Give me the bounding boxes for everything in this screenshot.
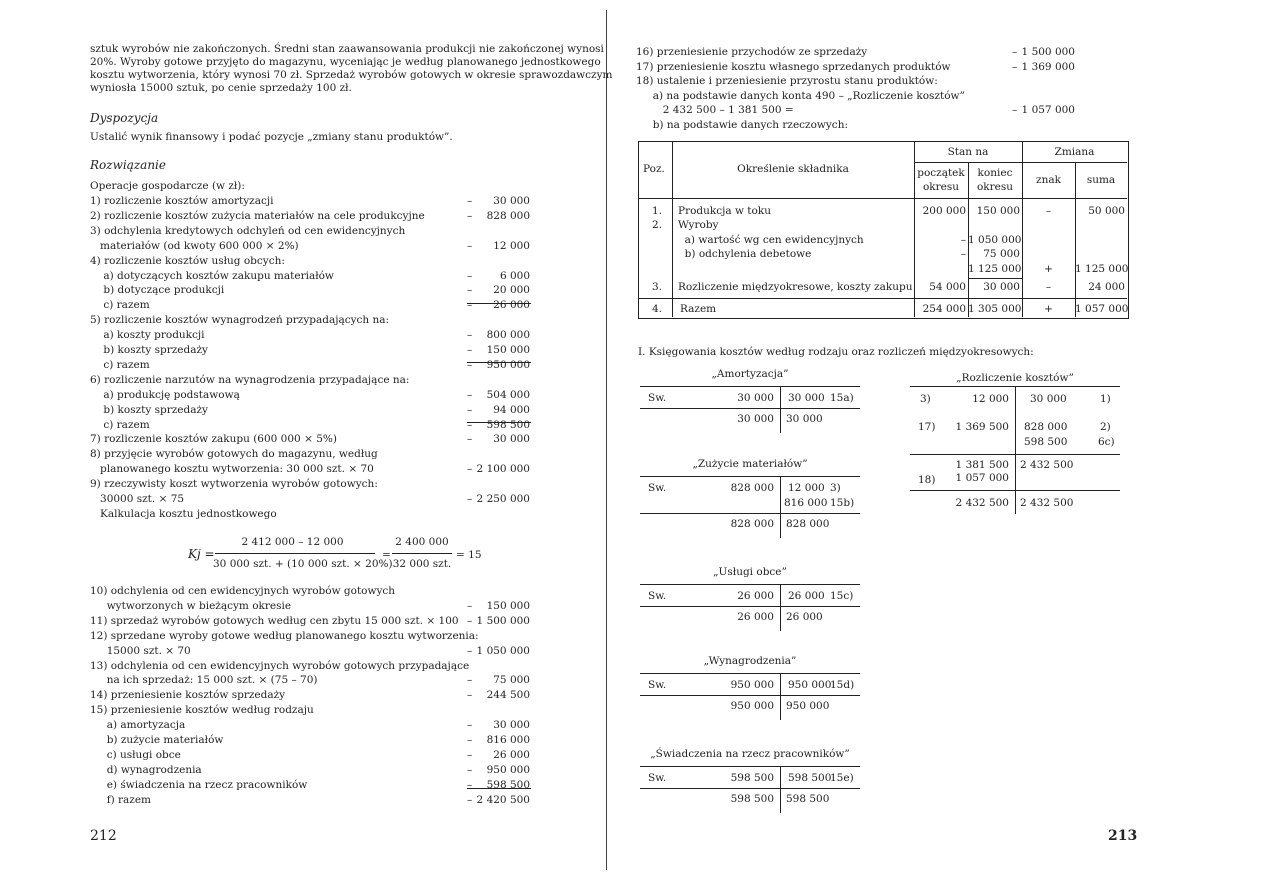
total-debit: 30 000 xyxy=(737,413,774,425)
col-poczatek: początek okresu xyxy=(917,167,965,193)
debit: 1 369 500 xyxy=(955,421,1009,433)
table-cell-pocz: 200 000 xyxy=(922,205,966,217)
account-divider xyxy=(780,476,781,538)
operation-text: b) koszty sprzedaży xyxy=(90,344,208,356)
formula-numerator-1: 2 412 000 – 12 000 xyxy=(241,536,344,548)
credit: 12 000 xyxy=(788,482,825,494)
operation-dash: – xyxy=(467,674,473,687)
account-divider xyxy=(780,766,781,813)
operation-amount: 26 000 xyxy=(493,748,530,761)
operation-text: b) koszty sprzedaży xyxy=(90,403,208,416)
fraction-bar xyxy=(215,553,375,554)
col-suma: suma xyxy=(1086,174,1116,186)
account-label: Sw. xyxy=(648,590,667,602)
sum-rule xyxy=(467,303,531,304)
operation-dash: – xyxy=(467,614,473,627)
intro-line: wyniosła 15000 sztuk, po cenie sprzedaży 100 zł. xyxy=(90,82,352,94)
operation-amount: 950 000 xyxy=(486,763,530,776)
account-rule xyxy=(640,408,860,409)
operation-amount: 12 000 xyxy=(493,239,530,252)
account-title: „Świadczenia na rzecz pracowników” xyxy=(650,748,850,760)
table-cell-poz: 3. xyxy=(652,281,663,293)
account-title: „Zużycie materiałów” xyxy=(692,458,808,470)
operation-dash: – xyxy=(1012,46,1018,58)
operation-amount: 1 050 000 xyxy=(476,644,530,657)
table-cell-znak: – xyxy=(1045,281,1052,293)
operation-text: 2) rozliczenie kosztów zużycia materiałów na cele produkcyjne xyxy=(90,209,425,222)
operation-text: 13) odchylenia od cen ewidencyjnych wyrobów gotowych przypadające xyxy=(90,659,470,672)
operation-dash: – xyxy=(467,793,473,806)
account-label: Sw. xyxy=(648,679,667,691)
operation-text: 3) odchylenia kredytowych odchyleń od cen ewidencyjnych xyxy=(90,224,406,237)
operation-amount: 26 000 xyxy=(493,299,530,312)
account-label: Sw. xyxy=(648,392,667,404)
operation-amount: 1 057 000 xyxy=(1021,104,1075,117)
operation-text: c) razem xyxy=(90,299,150,312)
operation-text: 9) rzeczywisty koszt wytworzenia wyrobów gotowych: xyxy=(90,478,378,491)
col-stan-na: Stan na xyxy=(947,146,989,158)
operation-amount: 1 500 000 xyxy=(1021,46,1075,58)
operation-amount: 75 000 xyxy=(493,674,530,687)
table-cell-name: Wyroby xyxy=(678,219,719,231)
total-suma: 1 057 000 xyxy=(1075,303,1129,315)
account-rule xyxy=(640,788,860,789)
operation-amount: 20 000 xyxy=(493,284,530,297)
operation-text: a) koszty produkcji xyxy=(90,329,205,342)
formula-eq: = xyxy=(382,549,391,561)
operation-text: 30000 szt. × 75 xyxy=(90,493,185,505)
operation-text: 18) ustalenie i przeniesienie przyrostu stanu produktów: xyxy=(636,75,938,88)
table-cell-name: a) wartość wg cen ewidencyjnych xyxy=(678,234,864,246)
account-divider xyxy=(780,584,781,631)
operation-text: 12) sprzedane wyroby gotowe według planowanego kosztu wytworzenia: xyxy=(90,629,479,642)
formula-denominator-2: 32 000 szt. xyxy=(392,558,452,570)
section-heading: I. Księgowania kosztów według rodzaju oraz rozliczeń międzyokresowych: xyxy=(638,346,1034,358)
table-cell-pocz: – xyxy=(960,248,966,260)
operation-text: b) zużycie materiałów xyxy=(90,734,224,746)
operation-text: 8) przyjęcie wyrobów gotowych do magazynu, według xyxy=(90,448,378,461)
operation-text: e) świadczenia na rzecz pracowników xyxy=(90,778,308,791)
ref: 17) xyxy=(918,421,936,433)
table-cell-kon: 1 125 000 xyxy=(968,263,1022,275)
operation-amount: 6 000 xyxy=(499,269,530,282)
operation-dash: – xyxy=(467,763,473,776)
total-credit: 26 000 xyxy=(786,611,823,623)
operation-text: c) razem xyxy=(90,358,150,371)
total-name: Razem xyxy=(680,303,717,315)
credit: 816 000 xyxy=(784,497,828,509)
operation-amount: 504 000 xyxy=(486,388,530,401)
operation-amount: 244 500 xyxy=(486,689,530,702)
account-divider xyxy=(780,386,781,433)
ref: 15a) xyxy=(830,392,854,404)
operation-dash: – xyxy=(1012,104,1018,117)
table-cell-name: b) odchylenia debetowe xyxy=(678,248,812,260)
operation-dash: – xyxy=(467,778,473,791)
ref: 15b) xyxy=(830,497,855,509)
debit: 12 000 xyxy=(972,393,1009,405)
account-title: „Rozliczenie kosztów” xyxy=(956,372,1074,384)
account-rule xyxy=(640,695,860,696)
table-cell-kon: 150 000 xyxy=(976,205,1020,217)
intro-line: sztuk wyrobów nie zakończonych. Średni stan zaawansowania produkcji nie zakończonej wynosi xyxy=(90,43,604,55)
operation-dash: – xyxy=(467,239,473,252)
total-znak: + xyxy=(1044,303,1053,315)
table-cell-poz: 1. xyxy=(652,205,663,217)
ref: 1) xyxy=(1100,393,1111,405)
operation-text: b) na podstawie danych rzeczowych: xyxy=(636,119,848,131)
sum-rule xyxy=(467,788,531,789)
sum-rule xyxy=(467,422,531,423)
total-debit: 26 000 xyxy=(737,611,774,623)
total-poczatek: 254 000 xyxy=(922,303,966,315)
table-cell-suma: 24 000 xyxy=(1088,281,1125,293)
account-rule xyxy=(640,673,860,674)
debit: 950 000 xyxy=(730,679,774,691)
page-number: 213 xyxy=(1108,828,1138,844)
credit: 828 000 xyxy=(1024,421,1068,433)
operation-amount: 816 000 xyxy=(486,734,530,746)
account-rule xyxy=(640,513,860,514)
intro-line: 20%. Wyroby gotowe przyjęto do magazynu, wyceniając je według planowanego jednostkowego xyxy=(90,56,601,68)
fraction-bar xyxy=(392,553,452,554)
col-koniec: koniec okresu xyxy=(976,167,1014,193)
ref: 15c) xyxy=(830,590,854,602)
credit: 30 000 xyxy=(788,392,825,404)
total-koniec: 1 305 000 xyxy=(968,303,1022,315)
operation-text: d) wynagrodzenia xyxy=(90,763,202,776)
sum-rule xyxy=(467,362,531,363)
credit: 30 000 xyxy=(1030,393,1067,405)
credit: 598 500 xyxy=(1024,436,1068,448)
account-title: „Wynagrodzenia” xyxy=(703,655,797,667)
total-credit: 828 000 xyxy=(786,518,830,530)
table-cell-name: Rozliczenie międzyokresowe, koszty zakupu xyxy=(678,281,913,293)
page-number: 212 xyxy=(90,828,117,844)
operation-amount: 598 500 xyxy=(486,418,530,431)
total-credit: 950 000 xyxy=(786,700,830,712)
operation-amount: 150 000 xyxy=(486,599,530,612)
operation-dash: – xyxy=(467,403,473,416)
operation-text: 16) przeniesienie przychodów ze sprzedaży xyxy=(636,46,868,58)
col-zmiana: Zmiana xyxy=(1054,146,1095,158)
table-cell-znak: – xyxy=(1045,205,1052,217)
account-title: „Amortyzacja” xyxy=(711,368,789,380)
operation-dash: – xyxy=(467,358,473,371)
operation-text: 4) rozliczenie kosztów usług obcych: xyxy=(90,254,285,267)
credit: 598 500 xyxy=(788,772,832,784)
operation-dash: – xyxy=(467,433,473,446)
ref: 3) xyxy=(830,482,841,494)
operation-text: a) amortyzacja xyxy=(90,719,186,732)
formula-numerator-2: 2 400 000 xyxy=(395,536,449,548)
operation-text: 17) przeniesienie kosztu własnego sprzedanych produktów xyxy=(636,60,951,73)
operation-dash: – xyxy=(467,599,473,612)
account-rule xyxy=(640,386,860,387)
operation-dash: – xyxy=(467,493,473,505)
table-cell-name: Produkcja w toku xyxy=(678,205,771,217)
operation-text: c) razem xyxy=(90,418,150,431)
operation-text: 7) rozliczenie kosztów zakupu (600 000 × 5%) xyxy=(90,433,337,446)
ref: 2) xyxy=(1100,421,1111,433)
operation-dash: – xyxy=(467,329,473,342)
account-rule xyxy=(640,584,860,585)
table-cell-znak: + xyxy=(1044,263,1053,275)
operation-dash: – xyxy=(1012,60,1018,73)
operation-dash: – xyxy=(467,209,473,222)
operation-dash: – xyxy=(467,418,473,431)
debit: 30 000 xyxy=(737,392,774,404)
formula-result: = 15 xyxy=(456,549,482,561)
operation-text: 2 432 500 – 1 381 500 = xyxy=(636,104,794,117)
operation-text: f) razem xyxy=(90,793,151,806)
operation-text: a) produkcję podstawową xyxy=(90,388,240,401)
ref: 15d) xyxy=(830,679,855,691)
total-poz: 4. xyxy=(652,303,663,315)
account-label: Sw. xyxy=(648,772,667,784)
credit: 26 000 xyxy=(788,590,825,602)
operation-text: a) dotyczących kosztów zakupu materiałów xyxy=(90,269,334,282)
operation-text: c) usługi obce xyxy=(90,748,181,761)
dyspozycja-text: Ustalić wynik finansowy i podać pozycje „zmiany stanu produktów”. xyxy=(90,131,453,143)
col-znak: znak xyxy=(1036,174,1061,186)
operation-dash: – xyxy=(467,463,473,476)
operation-amount: 1 500 000 xyxy=(476,614,530,627)
operation-text: na ich sprzedaż: 15 000 szt. × (75 – 70) xyxy=(90,674,318,687)
total-credit: 2 432 500 xyxy=(1020,497,1074,509)
table-cell-kon: 30 000 xyxy=(983,281,1020,293)
ref: 3) xyxy=(920,393,931,405)
debit: 1 057 000 xyxy=(955,472,1009,484)
debit: 828 000 xyxy=(730,482,774,494)
operation-dash: – xyxy=(467,299,473,312)
total-credit: 598 500 xyxy=(786,793,830,805)
operation-dash: – xyxy=(467,748,473,761)
operation-text: 1) rozliczenie kosztów amortyzacji xyxy=(90,195,274,207)
operation-text: 11) sprzedaż wyrobów gotowych według cen zbytu 15 000 szt. × 100 xyxy=(90,614,459,627)
operation-text: a) na podstawie danych konta 490 – „Rozliczenie kosztów” xyxy=(636,89,965,102)
operation-dash: – xyxy=(467,689,473,702)
operation-amount: 30 000 xyxy=(493,719,530,732)
ref: 6c) xyxy=(1098,436,1115,448)
table-cell-poz: 2. xyxy=(652,219,663,231)
formula-lhs: Kj = xyxy=(188,547,215,561)
account-rule xyxy=(640,766,860,767)
formula-denominator-1: 30 000 szt. + (10 000 szt. × 20%) xyxy=(213,558,393,570)
operation-dash: – xyxy=(467,284,473,297)
rozwiazanie-heading: Rozwiązanie xyxy=(90,158,166,172)
operation-dash: – xyxy=(467,719,473,732)
operation-amount: 828 000 xyxy=(486,209,530,222)
operation-dash: – xyxy=(467,644,473,657)
col-okreslenie: Określenie składnika xyxy=(737,163,849,175)
debit: 26 000 xyxy=(737,590,774,602)
operation-amount: 150 000 xyxy=(486,344,530,356)
operation-text: Kalkulacja kosztu jednostkowego xyxy=(90,507,277,520)
right-page xyxy=(612,0,1263,893)
subtotal-debit: 1 381 500 xyxy=(955,459,1009,471)
operation-text: materiałów (od kwoty 600 000 × 2%) xyxy=(90,239,299,252)
col-poz: Poz. xyxy=(643,163,665,175)
operation-amount: 30 000 xyxy=(493,433,530,446)
total-credit: 30 000 xyxy=(786,413,823,425)
operation-dash: – xyxy=(467,195,473,207)
operation-amount: 1 369 000 xyxy=(1021,60,1075,73)
operation-text: planowanego kosztu wytworzenia: 30 000 szt. × 70 xyxy=(90,463,374,476)
ref: 18) xyxy=(918,474,936,486)
account-divider xyxy=(780,673,781,720)
account-rule xyxy=(640,606,860,607)
total-debit: 598 500 xyxy=(730,793,774,805)
operation-amount: 800 000 xyxy=(486,329,530,342)
account-label: Sw. xyxy=(648,482,667,494)
operation-amount: 30 000 xyxy=(493,195,530,207)
operation-dash: – xyxy=(467,388,473,401)
debit: 598 500 xyxy=(730,772,774,784)
operation-amount: 2 420 500 xyxy=(476,793,530,806)
table-cell-kon: 1 050 000 xyxy=(968,234,1022,246)
operations-header: Operacje gospodarcze (w zł): xyxy=(90,180,245,192)
dyspozycja-heading: Dyspozycja xyxy=(90,111,159,125)
operation-dash: – xyxy=(467,734,473,746)
operation-amount: 2 100 000 xyxy=(476,463,530,476)
table-cell-suma: 50 000 xyxy=(1088,205,1125,217)
operation-text: 10) odchylenia od cen ewidencyjnych wyrobów gotowych xyxy=(90,585,396,597)
operation-amount: 950 000 xyxy=(486,358,530,371)
operation-amount: 598 500 xyxy=(486,778,530,791)
operation-text: 14) przeniesienie kosztów sprzedaży xyxy=(90,689,286,702)
subtotal-credit: 2 432 500 xyxy=(1020,459,1074,471)
table-cell-suma: 1 125 000 xyxy=(1075,263,1129,275)
operation-amount: 2 250 000 xyxy=(476,493,530,505)
total-debit: 2 432 500 xyxy=(955,497,1009,509)
operation-amount: 94 000 xyxy=(493,403,530,416)
intro-line: kosztu wytworzenia, który wynosi 70 zł. Sprzedaż wyrobów gotowych w okresie sprawozdawczym xyxy=(90,69,613,81)
total-debit: 828 000 xyxy=(730,518,774,530)
operation-text: 15) przeniesienie kosztów według rodzaju xyxy=(90,704,314,717)
account-title: „Usługi obce” xyxy=(713,566,787,578)
operation-text: 15000 szt. × 70 xyxy=(90,644,191,657)
table-cell-pocz: 54 000 xyxy=(929,281,966,293)
ref: 15e) xyxy=(830,772,854,784)
account-rule xyxy=(640,476,860,477)
operation-text: 5) rozliczenie kosztów wynagrodzeń przypadających na: xyxy=(90,314,390,327)
operation-dash: – xyxy=(467,269,473,282)
page-gutter xyxy=(606,10,611,870)
table-cell-pocz: – xyxy=(960,234,966,246)
operation-text: wytworzonych w bieżącym okresie xyxy=(90,599,292,612)
credit: 950 000 xyxy=(788,679,832,691)
table-cell-kon: 75 000 xyxy=(983,248,1020,260)
operation-dash: – xyxy=(467,344,473,356)
left-page xyxy=(0,0,613,893)
total-debit: 950 000 xyxy=(730,700,774,712)
operation-text: b) dotyczące produkcji xyxy=(90,284,225,297)
operation-text: 6) rozliczenie narzutów na wynagrodzenia przypadające na: xyxy=(90,373,410,386)
